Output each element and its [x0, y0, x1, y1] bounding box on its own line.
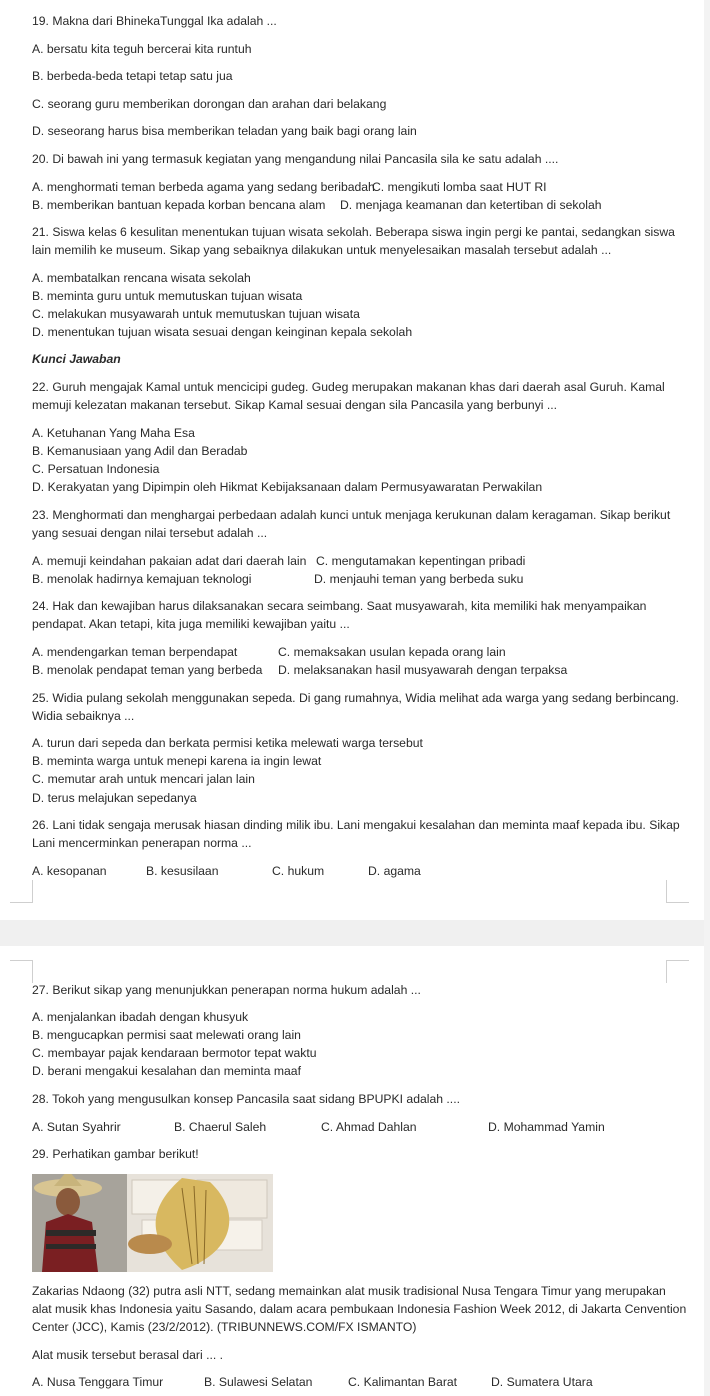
q28-option-c: C. Ahmad Dahlan [321, 1120, 417, 1134]
q20-option-c: C. mengikuti lomba saat HUT RI [372, 180, 547, 194]
q26-question-line2: Lani mencerminkan penerapan norma ... [32, 836, 252, 850]
q28-option-a: A. Sutan Syahrir [32, 1120, 121, 1134]
q19-option-c: C. seorang guru memberikan dorongan dan arahan dari belakang [32, 97, 387, 111]
q25-question-line1: 25. Widia pulang sekolah menggunakan sepeda. Di gang rumahnya, Widia melihat ada warga yang sedang berbincang. [32, 691, 680, 705]
q19-option-b: B. berbeda-beda tetapi tetap satu jua [32, 69, 233, 83]
q29-option-d: D. Sumatera Utara [491, 1375, 593, 1389]
q23-question-line2: yang sesuai dengan nilai tersebut adalah ... [32, 526, 268, 540]
q29-option-c: C. Kalimantan Barat [348, 1375, 458, 1389]
q28-question: 28. Tokoh yang mengusulkan konsep Pancasila saat sidang BPUPKI adalah .... [32, 1092, 460, 1106]
q26-option-d: D. agama [368, 864, 421, 878]
q27-option-c: C. membayar pajak kendaraan bermotor tepat waktu [32, 1046, 317, 1060]
q29-question: 29. Perhatikan gambar berikut! [32, 1147, 199, 1161]
q24-option-a: A. mendengarkan teman berpendapat [32, 645, 238, 659]
q26-option-b: B. kesusilaan [146, 864, 219, 878]
page-two [0, 946, 710, 1396]
q25-question-line2: Widia sebaiknya ... [32, 709, 135, 723]
q25-option-b: B. meminta warga untuk menepi karena ia ingin lewat [32, 754, 322, 768]
crop-mark-top-right [666, 880, 689, 903]
q21-option-a: A. membatalkan rencana wisata sekolah [32, 271, 251, 285]
q22-question-line1: 22. Guruh mengajak Kamal untuk mencicipi gudeg. Gudeg merupakan makanan khas dari daerah asal Guruh. Kamal [32, 380, 665, 394]
q27-option-a: A. menjalankan ibadah dengan khusyuk [32, 1010, 249, 1024]
page-gap [0, 920, 710, 946]
q29-option-b: B. Sulawesi Selatan [204, 1375, 313, 1389]
q26-question-line1: 26. Lani tidak sengaja merusak hiasan dinding milik ibu. Lani mengakui kesalahan dan meminta maaf kepada ibu. Sikap [32, 818, 680, 832]
q25-option-c: C. memutar arah untuk mencari jalan lain [32, 772, 255, 786]
q23-option-c: C. mengutamakan kepentingan pribadi [316, 554, 526, 568]
q24-option-c: C. memaksakan usulan kepada orang lain [278, 645, 506, 659]
q19-option-a: A. bersatu kita teguh bercerai kita runtuh [32, 42, 252, 56]
crop-mark-bottom-right [666, 960, 689, 983]
q27-option-b: B. mengucapkan permisi saat melewati orang lain [32, 1028, 301, 1042]
q29-prompt: Alat musik tersebut berasal dari ... . [32, 1348, 224, 1362]
q22-option-b: B. Kemanusiaan yang Adil dan Beradab [32, 444, 248, 458]
q23-option-a: A. memuji keindahan pakaian adat dari daerah lain [32, 554, 307, 568]
q23-option-d: D. menjauhi teman yang berbeda suku [314, 572, 524, 586]
q21-question-line2: lain memilih ke museum. Sikap yang sebaiknya dilakukan untuk menyelesaikan masalah tersebut adalah ... [32, 243, 612, 257]
q20-question: 20. Di bawah ini yang termasuk kegiatan yang mengandung nilai Pancasila sila ke satu adalah .... [32, 152, 559, 166]
q20-option-a: A. menghormati teman berbeda agama yang sedang beribadah [32, 180, 375, 194]
q26-option-a: A. kesopanan [32, 864, 107, 878]
q24-option-b: B. menolak pendapat teman yang berbeda [32, 663, 263, 677]
q26-option-c: C. hukum [272, 864, 325, 878]
q22-option-d: D. Kerakyatan yang Dipimpin oleh Hikmat Kebijaksanaan dalam Permusyawaratan Perwakilan [32, 480, 543, 494]
q21-option-d: D. menentukan tujuan wisata sesuai dengan keinginan kepala sekolah [32, 325, 413, 339]
q23-option-b: B. menolak hadirnya kemajuan teknologi [32, 572, 252, 586]
q24-question-line1: 24. Hak dan kewajiban harus dilaksanakan secara seimbang. Saat musyawarah, kita memiliki hak menyampaikan [32, 599, 647, 613]
crop-mark-top-left [10, 880, 33, 903]
q29-caption-line3: Center (JCC), Kamis (23/2/2012). (TRIBUNNEWS.COM/FX ISMANTO) [32, 1320, 417, 1334]
q20-option-d: D. menjaga keamanan dan ketertiban di sekolah [340, 198, 602, 212]
q25-option-d: D. terus melajukan sepedanya [32, 791, 197, 805]
q21-question-line1: 21. Siswa kelas 6 kesulitan menentukan tujuan wisata sekolah. Beberapa siswa ingin pergi ke pantai, sedangkan siswa [32, 225, 675, 239]
sasando-player-photo [32, 1174, 273, 1272]
q29-option-a: A. Nusa Tenggara Timur [32, 1375, 164, 1389]
q29-caption-line2: alat musik khas Indonesia yaitu Sasando, dalam acara pembukaan Indonesia Fashion Week 2012, di Jakarta Cenvention [32, 1302, 687, 1316]
q28-option-d: D. Mohammad Yamin [488, 1120, 605, 1134]
q25-option-a: A. turun dari sepeda dan berkata permisi ketika melewati warga tersebut [32, 736, 423, 750]
q27-question: 27. Berikut sikap yang menunjukkan penerapan norma hukum adalah ... [32, 983, 421, 997]
q22-option-c: C. Persatuan Indonesia [32, 462, 160, 476]
q21-option-c: C. melakukan musyawarah untuk memutuskan tujuan wisata [32, 307, 360, 321]
answer-key-heading: Kunci Jawaban [32, 352, 121, 366]
crop-mark-bottom-left [10, 960, 33, 983]
q23-question-line1: 23. Menghormati dan menghargai perbedaan adalah kunci untuk menjaga kerukunan dalam keragaman. Sikap berikut [32, 508, 671, 522]
q22-option-a: A. Ketuhanan Yang Maha Esa [32, 426, 195, 440]
q28-option-b: B. Chaerul Saleh [174, 1120, 267, 1134]
q29-caption-line1: Zakarias Ndaong (32) putra asli NTT, sedang memainkan alat musik tradisional Nusa Tengara Timur yang merupakan [32, 1284, 666, 1298]
q19-option-d: D. seseorang harus bisa memberikan teladan yang baik bagi orang lain [32, 124, 417, 138]
q24-question-line2: pendapat. Akan tetapi, kita juga memiliki kewajiban yaitu ... [32, 617, 350, 631]
q19-question: 19. Makna dari BhinekaTunggal Ika adalah ... [32, 14, 277, 28]
q27-option-d: D. berani mengakui kesalahan dan meminta maaf [32, 1064, 301, 1078]
q20-option-b: B. memberikan bantuan kepada korban bencana alam [32, 198, 326, 212]
q22-question-line2: memuji kelezatan makanan tersebut. Sikap Kamal sesuai dengan sila Pancasila yang berbunyi ... [32, 398, 558, 412]
right-edge-shadow [704, 0, 710, 1396]
q21-option-b: B. meminta guru untuk memutuskan tujuan wisata [32, 289, 303, 303]
q24-option-d: D. melaksanakan hasil musyawarah dengan terpaksa [278, 663, 568, 677]
